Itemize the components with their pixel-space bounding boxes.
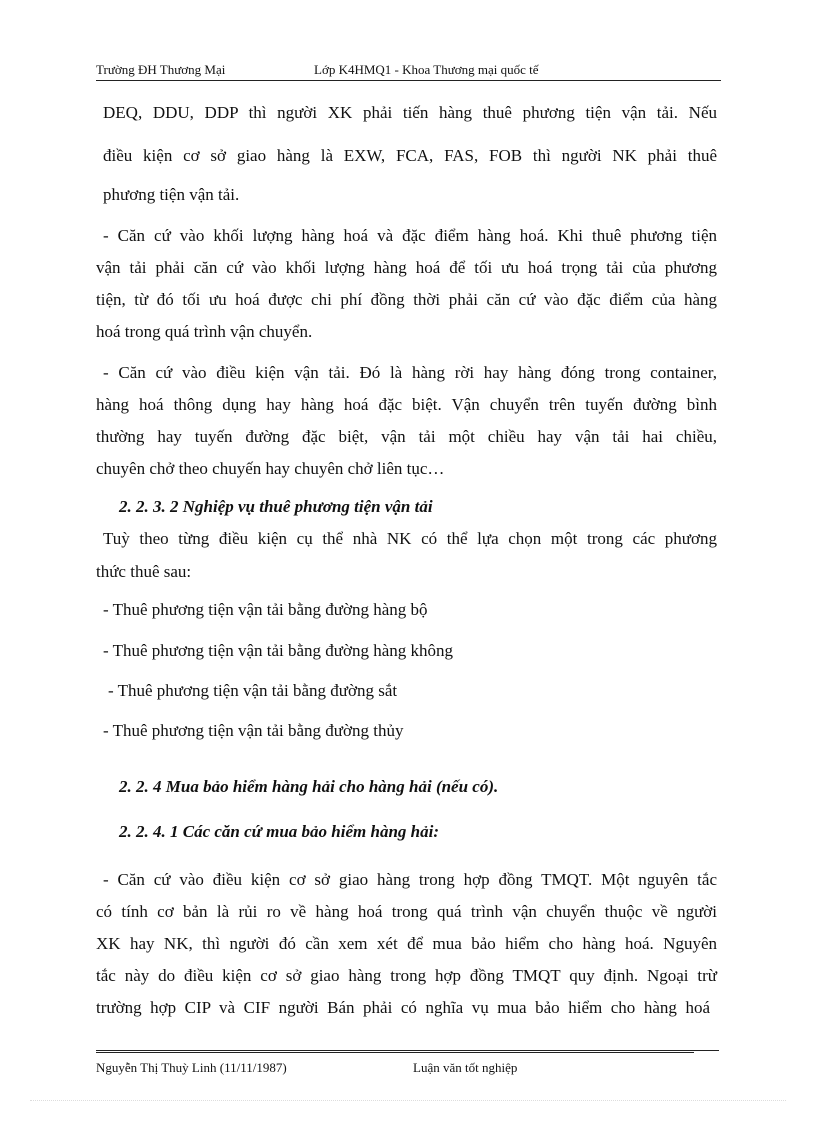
page-edge-dots — [30, 1100, 786, 1101]
body-line: thức thuê sau: — [96, 562, 192, 581]
body-line: phương tiện vận tải. — [103, 185, 240, 204]
body-line: thường hay tuyến đường đặc biệt, vận tải một chiều hay vận tải hai chiều, — [96, 427, 717, 446]
page-header — [96, 62, 721, 81]
body-line: Tuỳ theo từng điều kiện cụ thể nhà NK có thể lựa chọn một trong các phương — [103, 529, 717, 548]
footer-title: Luận văn tốt nghiệp — [413, 1060, 518, 1075]
section-heading: 2. 2. 4. 1 Các căn cứ mua bảo hiểm hàng hải: — [119, 822, 439, 841]
body-line: hàng hoá thông dụng hay hàng hoá đặc biệt. Vận chuyển trên tuyến đường bình — [96, 395, 717, 414]
header-class: Lớp K4HMQ1 - Khoa Thương mại quốc tế — [314, 62, 539, 77]
footer-rule — [96, 1052, 694, 1053]
body-line: - Căn cứ vào điều kiện vận tải. Đó là hàng rời hay hàng đóng trong container, — [103, 363, 717, 382]
body-line: tiện, từ đó tối ưu hoá được chi phí đồng thời phải căn cứ vào đặc điểm của hàng — [96, 290, 717, 309]
list-item: - Thuê phương tiện vận tải bằng đường thủy — [103, 721, 404, 740]
header-school: Trường ĐH Thương Mại — [96, 62, 226, 77]
body-line: - Căn cứ vào điều kiện cơ sở giao hàng trong hợp đồng TMQT. Một nguyên tắc — [103, 870, 717, 889]
body-line: trường hợp CIP và CIF người Bán phải có nghĩa vụ mua bảo hiểm cho hàng hoá — [96, 998, 710, 1017]
body-line: chuyên chở theo chuyến hay chuyên chở liên tục… — [96, 459, 445, 478]
section-heading: 2. 2. 3. 2 Nghiệp vụ thuê phương tiện vận tải — [119, 497, 433, 516]
body-line: hoá trong quá trình vận chuyển. — [96, 322, 313, 341]
footer-author: Nguyễn Thị Thuỳ Linh (11/11/1987) — [96, 1060, 287, 1075]
list-item: - Thuê phương tiện vận tải bằng đường hàng bộ — [103, 600, 428, 619]
footer-rule — [96, 1050, 719, 1051]
list-item: - Thuê phương tiện vận tải bằng đường sắt — [108, 681, 398, 700]
body-line: vận tải phải căn cứ vào khối lượng hàng hoá để tối ưu hoá trọng tải của phương — [96, 258, 717, 277]
body-line: điều kiện cơ sở giao hàng là EXW, FCA, FAS, FOB thì người NK phải thuê — [103, 146, 717, 165]
body-line: - Căn cứ vào khối lượng hàng hoá và đặc điểm hàng hoá. Khi thuê phương tiện — [103, 226, 717, 245]
section-heading: 2. 2. 4 Mua bảo hiểm hàng hải cho hàng hải (nếu có). — [119, 777, 499, 796]
body-line: DEQ, DDU, DDP thì người XK phải tiến hàng thuê phương tiện vận tải. Nếu — [103, 103, 717, 122]
body-line: XK hay NK, thì người đó cần xem xét để mua bảo hiểm cho hàng hoá. Nguyên — [96, 934, 717, 953]
list-item: - Thuê phương tiện vận tải bằng đường hàng không — [103, 641, 454, 660]
body-line: có tính cơ bản là rủi ro về hàng hoá trong quá trình vận chuyển thuộc về người — [96, 902, 717, 921]
body-line: tắc này do điều kiện cơ sở giao hàng trong hợp đồng TMQT quy định. Ngoại trừ — [96, 966, 717, 985]
